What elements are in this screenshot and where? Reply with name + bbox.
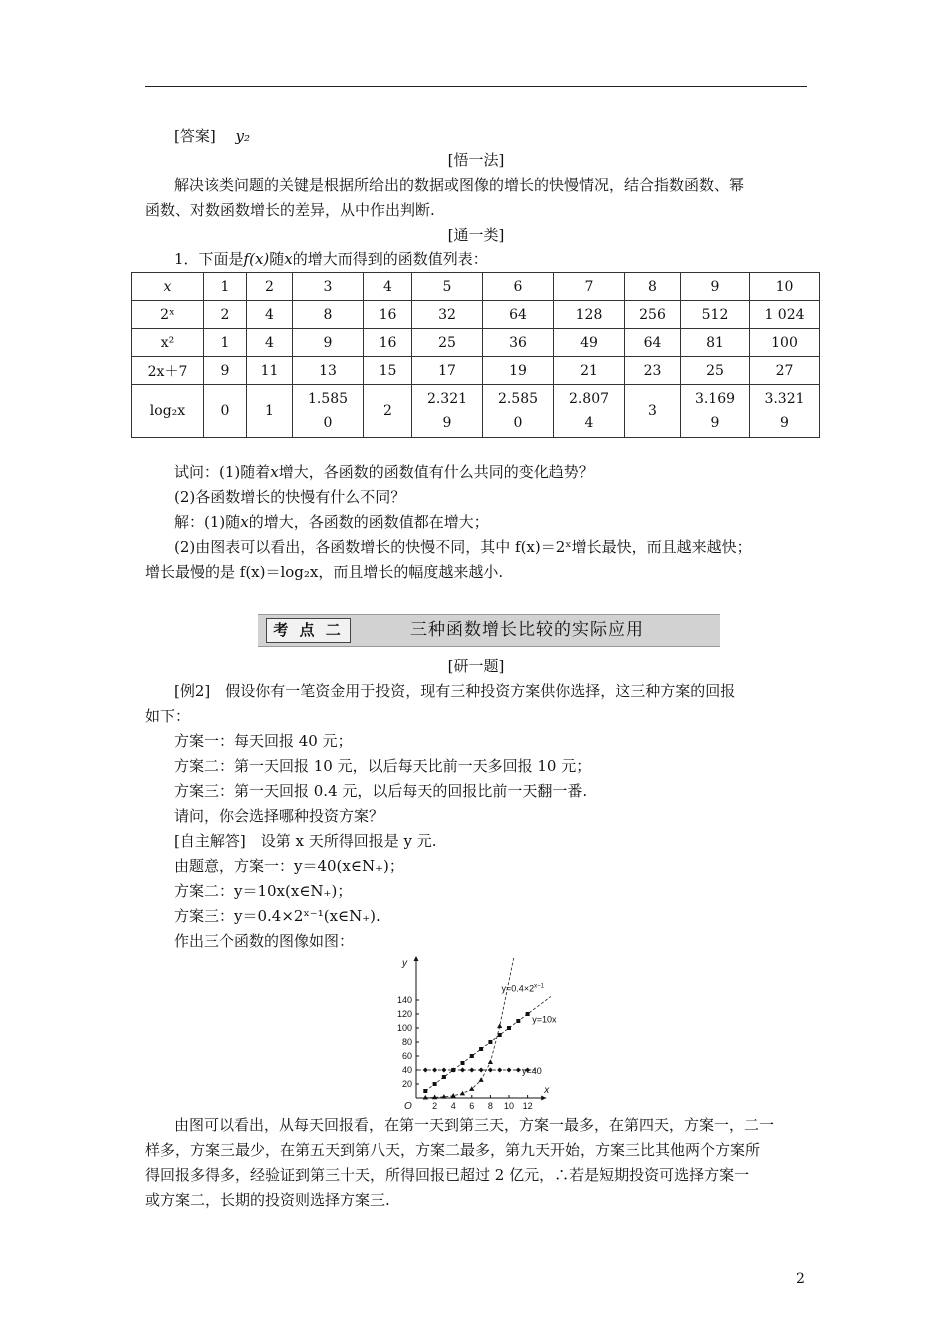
answer-2-line2: 增长最慢的是 f(x)＝log₂x，而且增长的幅度越来越小. (145, 563, 504, 581)
x-tick-label: 6 (469, 1101, 475, 1111)
table-cell: 0 (204, 385, 247, 438)
x-tick-label: 4 (450, 1101, 456, 1111)
data-point (516, 1068, 521, 1073)
a1-prefix: 解：(1)随 (174, 513, 241, 531)
page-number: 2 (796, 1271, 805, 1287)
data-point (433, 1082, 437, 1086)
plan-3: 方案三：第一天回报 0.4 元，以后每天的回报比前一天翻一番. (174, 782, 588, 800)
a1-suffix: 的增大，各函数的函数值都在增大； (248, 513, 489, 531)
table-cell: 36 (483, 329, 554, 357)
table-cell: 512 (681, 301, 750, 329)
answer-label: [答案] (174, 127, 216, 145)
table-cell: 7 (554, 273, 625, 301)
table-cell: 4 (247, 301, 293, 329)
data-point (498, 1033, 502, 1037)
wuyifa-line2: 函数、对数函数增长的差异，从中作出判断. (145, 201, 435, 219)
data-point (497, 1024, 502, 1029)
a1-x: x (240, 513, 249, 531)
q1-x: x (270, 463, 279, 481)
data-point (441, 1068, 446, 1073)
plan-1: 方案一：每天回报 40 元； (174, 732, 353, 750)
section-tag: 考 点 二 (266, 618, 351, 643)
table-cell: 1 (204, 329, 247, 357)
table-cell: 1 (247, 385, 293, 438)
table-cell: 1 (204, 273, 247, 301)
data-point (479, 1047, 483, 1051)
wuyifa-heading: [悟一法] (447, 151, 505, 169)
table-cell: 9 (204, 357, 247, 385)
y-tick-label: 20 (401, 1079, 412, 1089)
conclusion-line4: 或方案二，长期的投资则选择方案三. (145, 1191, 390, 1209)
table-cell: 23 (625, 357, 681, 385)
growth-chart (380, 952, 600, 1112)
table-cell: 64 (483, 301, 554, 329)
table-cell: 2.321 9 (412, 385, 483, 438)
data-point (488, 1040, 492, 1044)
table-cell: 2 (204, 301, 247, 329)
wuyifa-line1: 解决该类问题的关键是根据所给出的数据或图像的增长的快慢情况，结合指数函数、幂 (174, 176, 745, 194)
series-label-y40: y=40 (522, 1066, 542, 1077)
answer-line (174, 126, 250, 146)
table-cell: 25 (681, 357, 750, 385)
equation-1: 由题意，方案一：y＝40(x∈N₊)； (174, 857, 404, 875)
table-cell: 128 (554, 301, 625, 329)
table-cell: 32 (412, 301, 483, 329)
table-row (132, 301, 820, 329)
data-point (469, 1068, 474, 1073)
table-cell: 2 (364, 385, 412, 438)
table-row-label: log₂x (132, 385, 204, 438)
answer-value: y₂ (235, 127, 250, 145)
table-cell: 3.321 9 (750, 385, 820, 438)
table-cell: 9 (681, 273, 750, 301)
table-cell: 100 (750, 329, 820, 357)
answer-1 (174, 512, 489, 532)
table-row (132, 329, 820, 357)
table-cell: 21 (554, 357, 625, 385)
y-axis-arrow (414, 956, 419, 961)
x-tick-label: 8 (487, 1101, 493, 1111)
table-cell: 2.807 4 (554, 385, 625, 438)
table-cell: 6 (483, 273, 554, 301)
intro-prefix: 1．下面是 (174, 250, 244, 268)
table-cell: 8 (625, 273, 681, 301)
table-row-label: 2x＋7 (132, 357, 204, 385)
table-row (132, 357, 820, 385)
table-cell: 3.169 9 (681, 385, 750, 438)
conclusion-line3: 得回报多得多，经验证到第三十天，所得回报已超过 2 亿元，∴若是短期投资可选择方案一 (145, 1166, 750, 1184)
x-axis-label: x (544, 1085, 550, 1096)
table-cell: 10 (750, 273, 820, 301)
table-cell: 3 (293, 273, 364, 301)
series-label-10x: y=10x (532, 1014, 557, 1025)
q1-prefix: 试问：(1)随着 (174, 463, 271, 481)
section-banner (258, 614, 720, 647)
data-point (507, 1026, 511, 1030)
y-axis-label: y (402, 958, 407, 969)
data-point (461, 1061, 465, 1065)
table-row-label: x (132, 273, 204, 301)
y-tick-label: 80 (401, 1037, 412, 1047)
x-tick-label: 2 (432, 1101, 438, 1111)
series-label-exp-sup: x−1 (534, 983, 544, 990)
y-tick-label: 60 (401, 1051, 412, 1061)
table-cell: 3 (625, 385, 681, 438)
question-1 (174, 462, 594, 482)
table-cell: 1.585 0 (293, 385, 364, 438)
example-question: 请问，你会选择哪种投资方案？ (174, 807, 385, 825)
data-point (497, 1068, 502, 1073)
answer-2-line1: (2)由图表可以看出，各函数增长的快慢不同，其中 f(x)＝2ˣ增长最快，而且越来越快； (174, 538, 752, 556)
origin-label: O (404, 1101, 412, 1112)
data-point (479, 1077, 484, 1082)
y-tick-label: 100 (396, 1023, 412, 1033)
data-point (460, 1068, 465, 1073)
conclusion-line1: 由图可以看出，从每天回报看，在第一天到第三天，方案一最多，在第四天，方案一，二一 (174, 1116, 775, 1134)
data-point (516, 1019, 520, 1023)
data-point (432, 1068, 437, 1073)
section-title: 三种函数增长比较的实际应用 (410, 620, 644, 640)
data-point (488, 1068, 493, 1073)
table-cell: 4 (247, 329, 293, 357)
table-cell: 9 (293, 329, 364, 357)
table-cell: 11 (247, 357, 293, 385)
table-cell: 16 (364, 329, 412, 357)
table-cell: 1 024 (750, 301, 820, 329)
tongyilei-heading: [通一类] (447, 226, 505, 244)
table-cell: 49 (554, 329, 625, 357)
table-row (132, 385, 820, 438)
graph-intro: 作出三个函数的图像如图： (174, 932, 355, 950)
data-point (451, 1093, 456, 1098)
table-row-label: 2ˣ (132, 301, 204, 329)
intro-suffix: 的增大而得到的函数值列表： (292, 250, 488, 268)
data-point (442, 1075, 446, 1079)
table-cell: 8 (293, 301, 364, 329)
series-label-exp: $y=0.4\times 2^{x-1}$ (501, 983, 544, 994)
data-point (470, 1054, 474, 1058)
x-tick-label: 10 (503, 1101, 515, 1111)
data-point (423, 1068, 428, 1073)
conclusion-line2: 样多，方案三最少，在第五天到第八天，方案二最多，第九天开始，方案三比其他两个方案所 (145, 1141, 761, 1159)
table-cell: 17 (412, 357, 483, 385)
data-point (479, 1068, 484, 1073)
self-solution: [自主解答] 设第 x 天所得回报是 y 元. (174, 832, 437, 850)
example-line2: 如下： (145, 707, 191, 725)
data-point (507, 1068, 512, 1073)
function-value-table (131, 272, 820, 438)
y-tick-label: 120 (396, 1009, 412, 1019)
y-tick-label: 40 (401, 1065, 412, 1075)
equation-2: 方案二：y＝10x(x∈N₊)； (174, 882, 353, 900)
intro-sui: 随 (269, 250, 285, 268)
equation-3: 方案三：y＝0.4×2ˣ⁻¹(x∈N₊). (174, 907, 381, 925)
table-cell: 13 (293, 357, 364, 385)
table-cell: 5 (412, 273, 483, 301)
table-cell: 81 (681, 329, 750, 357)
table-row-label: x² (132, 329, 204, 357)
table-cell: 2 (247, 273, 293, 301)
table-cell: 25 (412, 329, 483, 357)
table-cell: 16 (364, 301, 412, 329)
table-cell: 4 (364, 273, 412, 301)
x-axis-arrow (541, 1096, 546, 1101)
intro-fx: f(x) (243, 250, 270, 268)
y-tick-label: 140 (396, 995, 412, 1005)
plan-2: 方案二：第一天回报 10 元，以后每天比前一天多回报 10 元； (174, 757, 592, 775)
table-cell: 256 (625, 301, 681, 329)
intro-x: x (284, 250, 293, 268)
data-point (451, 1068, 455, 1072)
example-line1: [例2] 假设你有一笔资金用于投资，现有三种投资方案供你选择，这三种方案的回报 (174, 682, 736, 700)
x-tick-label: 12 (522, 1101, 533, 1111)
q1-suffix: 增大，各函数的函数值有什么共同的变化趋势？ (278, 463, 594, 481)
exercise-intro (174, 249, 488, 269)
table-cell: 64 (625, 329, 681, 357)
question-2: (2)各函数增长的快慢有什么不同？ (174, 488, 406, 506)
table-cell: 15 (364, 357, 412, 385)
data-point (460, 1091, 465, 1096)
data-point (423, 1089, 427, 1093)
table-cell: 2.585 0 (483, 385, 554, 438)
table-cell: 27 (750, 357, 820, 385)
table-cell: 19 (483, 357, 554, 385)
yanyiti-heading: [研一题] (447, 657, 505, 675)
header-rule (145, 86, 807, 87)
data-point (526, 1012, 530, 1016)
data-point (488, 1059, 493, 1064)
table-row (132, 273, 820, 301)
